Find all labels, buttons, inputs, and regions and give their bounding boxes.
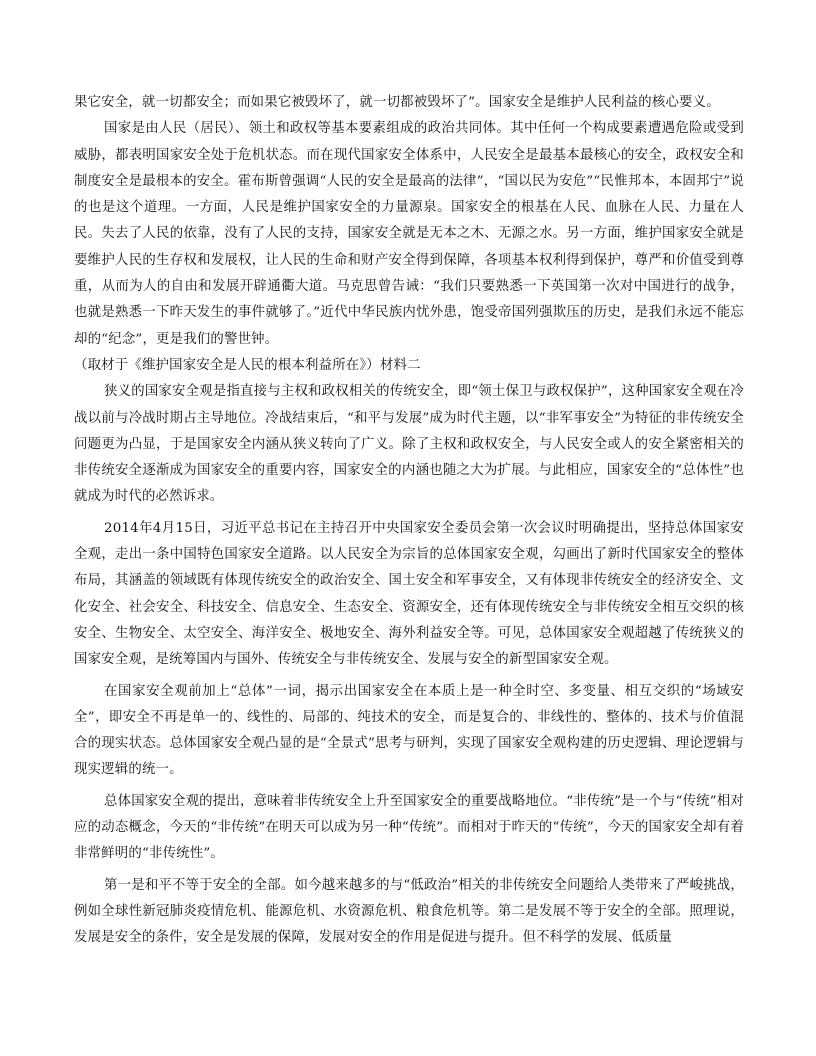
paragraph-total-meaning: 在国家安全观前加上“总体”一词，揭示出国家安全在本质上是一种全时空、多变量、相互交织的“场域安全”，即安全不再是单一的、线性的、局部的、纯技术的安全，而是复合的、非线性的、整体的、技术与价值混合的现实状态。总体国家安全观凸显的是“全景式”思考与研判，实现了国家安全观构建的历史逻辑、理论逻辑与现实逻辑的统一。 [74, 683, 744, 778]
paragraph-holistic-security: 2014年4月15日，习近平总书记在主持召开中央国家安全委员会第一次会议时明确提出，坚持总体国家安全观，走出一条中国特色国家安全道路。以人民安全为宗旨的总体国家安全观，勾画出了新时代国家安全的整体布局，其涵盖的领域既有体现传统安全的政治安全、国土安全和军事安全，又有体现非传统安全的经济安全、文化安全、社会安全、科技安全、信息安全、生态安全、资源安全，还有体现传统安全与非传统安全相互交织的核安全、生物安全、太空安全、海洋安全、极地安全、海外利益安全等。可见，总体国家安全观超越了传统狭义的国家安全观，是统筹国内与国外、传统安全与非传统安全、发展与安全的新型国家安全观。 [74, 520, 744, 668]
source-citation: （取材于《维护国家安全是人民的根本利益所在》）材料二 [74, 357, 421, 373]
paragraph-continued: 果它安全，就一切都安全；而如果它被毁坏了，就一切都被毁坏了”。国家安全是维护人民利益的核心要义。 [74, 95, 720, 110]
paragraph-narrow-security: 狭义的国家安全观是指直接与主权和政权相关的传统安全，即“领土保卫与政权保护”，这种国家安全观在冷战以前与冷战时期占主导地位。冷战结束后，“和平与发展”成为时代主题，以“非军事安全”为特征的非传统安全问题更为凸显，于是国家安全内涵从狭义转向了广义。除了主权和政权安全，与人民安全或人的安全紧密相关的非传统安全逐渐成为国家安全的重要内容，国家安全的内涵也随之大为扩展。与此相应，国家安全的“总体性”也就成为时代的必然诉求。 [74, 384, 744, 505]
paragraph-people-state: 国家是由人民（居民）、领土和政权等基本要素组成的政治共同体。其中任何一个构成要素遭遇危险或受到威胁，都表明国家安全处于危机状态。而在现代国家安全体系中，人民安全是最基本最核心的安全，政权安全和制度安全是最根本的安全。霍布斯曾强调“人民的安全是最高的法律”，“国以民为安危”“民惟邦本，本固邦宁”说的也是这个道理。一方面，人民是维护国家安全的力量源泉。国家安全的根基在人民、血脉在人民、力量在人民。失去了人民的依靠，没有了人民的支持，国家安全就是无本之木、无源之水。另一方面，维护国家安全就是要维护人民的生存权和发展权，让人民的生命和财产安全得到保障，各项基本权利得到保护，尊严和价值受到尊重，从而为人的自由和发展开辟通衢大道。马克思曾告诫：“我们只要熟悉一下英国第一次对中国进行的战争，也就是熟悉一下昨天发生的事件就够了。”近代中华民族内忧外患，饱受帝国列强欺压的历史，是我们永远不能忘却的“纪念”，更是我们的警世钟。 [74, 121, 744, 347]
paragraph-peace-development: 第一是和平不等于安全的全部。如今越来越多的与“低政治”相关的非传统安全问题给人类带来了严峻挑战，例如全球性新冠肺炎疫情危机、能源危机、水资源危机、粮食危机等。第二是发展不等于安全的全部。照理说，发展是安全的条件，安全是发展的保障，发展对安全的作用是促进与提升。但不科学的发展、低质量 [74, 877, 744, 946]
paragraph-non-traditional: 总体国家安全观的提出，意味着非传统安全上升至国家安全的重要战略地位。“非传统”是一个与“传统”相对应的动态概念，今天的“非传统”在明天可以成为另一种“传统”。而相对于昨天的“传统”，今天的国家安全却有着非常鲜明的“非传统性”。 [74, 793, 744, 862]
document-body [74, 90, 744, 952]
